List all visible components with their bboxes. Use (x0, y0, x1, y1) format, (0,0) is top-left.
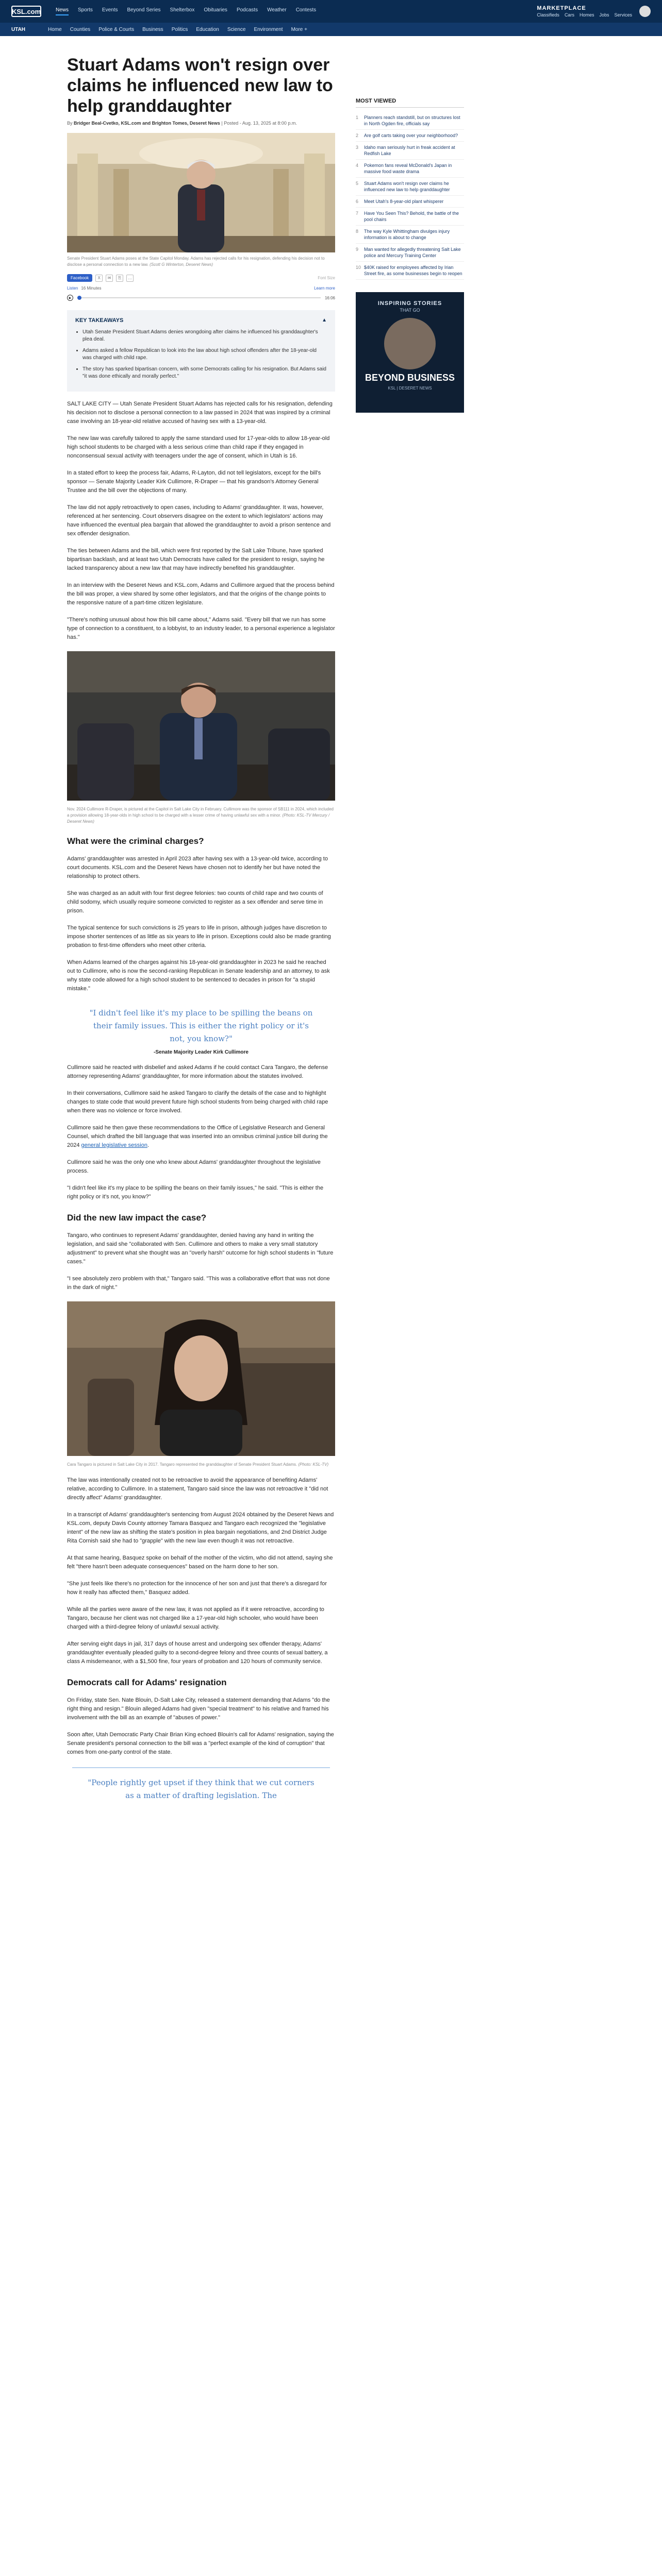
top-nav-links (56, 7, 316, 15)
body-paragraph: At that same hearing, Basquez spoke on behalf of the mother of the victim, who did not attend, saying she felt "there hasn't been adequate consequences" based on the harm done to her son. (67, 1555, 333, 1570)
tangaro-caption-credit: (Photo: KSL-TV) (298, 1462, 329, 1467)
body-paragraph: The typical sentence for such convictions is 25 years to life in prison, although judges have discretion to impose shorter sentences of as little as six years to life in prison. Exceptions could also be made granting probation to first-time offenders who meet other criteria. (67, 925, 331, 948)
most-viewed-item[interactable] (356, 208, 464, 226)
quote-divider (72, 1767, 330, 1768)
top-nav-bar (0, 0, 662, 23)
pull-quote-text: "I didn't feel like it's my place to be spilling the beans on their family issues. This is either the right policy or it's not, you know?" (89, 1008, 313, 1043)
section-nav-item[interactable]: More + (291, 26, 307, 32)
facebook-share-button[interactable]: Facebook (67, 274, 92, 282)
marketplace (537, 5, 632, 18)
share-toolbar (67, 274, 335, 282)
most-viewed-rank: 10 (356, 265, 361, 270)
tangaro-caption-text: Cara Tangaro is pictured in Salt Lake City in 2017. Tangaro represented the granddaughter of Senate President Stuart Adams. (67, 1462, 299, 1467)
body-paragraph: On Friday, state Sen. Nate Blouin, D-Salt Lake City, released a statement demanding that Adams "do the right thing and resign." Blouin alleged Adams had given "special treatment" to his relative and framed his involvement with the bill as an example of "abuses of power." (67, 1697, 330, 1721)
hero-caption-credit: (Scott G Winterton, Deseret News) (150, 262, 213, 267)
tangaro-caption (67, 1462, 335, 1468)
pull-quote (88, 1007, 315, 1055)
marketplace-links (537, 12, 632, 18)
most-viewed-item[interactable] (356, 160, 464, 178)
learn-more-link[interactable]: Learn more (314, 286, 335, 291)
sidebar (356, 55, 464, 1802)
marketplace-title[interactable]: MARKETPLACE (537, 5, 586, 11)
most-viewed-link[interactable]: Planners reach standstill, but on structures lost in North Ogden fire, officials say (364, 115, 460, 126)
copy-link-icon[interactable]: ⎘ (116, 275, 123, 282)
byline-date: Posted - Aug. 13, 2025 at 8:00 p.m. (224, 121, 297, 126)
body-paragraph: After serving eight days in jail, 317 days of house arrest and undergoing sex offender therapy, Adams' granddaughter eventually pleaded guilty to a second-degree felony and three counts of sexual battery, a class A misdemeanor, with a $1,500 fine, four years of probation and 120 hours of community service. (67, 1641, 328, 1665)
most-viewed-rank: 7 (356, 211, 359, 216)
more-share-icon[interactable]: … (126, 275, 134, 282)
body-paragraph: When Adams learned of the charges against his 18-year-old granddaughter in 2023 he said he reached out to Cullimore, who is now the second-ranking Republican in Senate leadership and an attorney, to ask why state code allowed for a high school student to be sentenced to decades in prison for "a stupid mistake." (67, 959, 330, 992)
most-viewed-rank: 4 (356, 163, 359, 168)
ad-sponsor: KSL | DESERET NEWS (388, 386, 432, 391)
section-nav-item[interactable]: Police & Courts (98, 26, 135, 32)
most-viewed-rank: 2 (356, 133, 359, 138)
body-paragraph: Cullimore said he reacted with disbelief and asked Adams if he could contact Cara Tangaro, the defense attorney representing Adams' granddaughter, for more information about the statutes involved. (67, 1064, 328, 1079)
most-viewed-rank: 3 (356, 145, 359, 150)
takeaway-item: • The story has sparked bipartisan concern, with some Democrats calling for his resignation. But Adams said "it was done ethically and morally perfect." (82, 366, 327, 380)
section-heading: Democrats call for Adams' resignation (67, 1677, 227, 1687)
most-viewed-title: MOST VIEWED (356, 98, 464, 108)
marketplace-link[interactable]: Services (614, 12, 632, 18)
section-nav-item[interactable]: Education (196, 26, 219, 32)
top-nav-item[interactable]: Beyond Series (127, 7, 161, 13)
takeaway-item: • Adams asked a fellow Republican to look into the law about high school offenders after the 18-year-old was charged with child rape. (82, 347, 327, 362)
email-share-icon[interactable]: ✉ (106, 275, 113, 282)
body-paragraph: In an interview with the Deseret News and KSL.com, Adams and Cullimore argued that the process behind the bill was proper, a view shared by some other legislators, and that the origins of the change points to the responsive nature of a part-time citizen legislature. (67, 582, 335, 606)
body-paragraph: In a stated effort to keep the process fair, Adams, R-Layton, did not tell legislators, except for the bill's sponsor — Senate Majority Leader Kirk Cullimore, R-Draper — that his grandson's Attorney General Trustee and the bill over the objections of many. (67, 470, 321, 494)
page-wrap (0, 36, 662, 1802)
pull-quote-2-text: "People rightly get upset if they think that we cut corners as a matter of drafting legislation. The (88, 1778, 315, 1800)
article-main (67, 55, 335, 1802)
most-viewed-link[interactable]: Idaho man seriously hurt in freak accident at Redfish Lake (364, 145, 455, 156)
x-share-icon[interactable]: X (95, 275, 103, 282)
section-heading: What were the criminal charges? (67, 836, 204, 846)
most-viewed-item[interactable] (356, 112, 464, 130)
most-viewed-rank: 8 (356, 229, 359, 234)
most-viewed-link[interactable]: Man wanted for allegedly threatening Salt Lake police and Mercury Training Center (364, 247, 461, 258)
most-viewed-item[interactable] (356, 226, 464, 244)
body-paragraph: She was charged as an adult with four first degree felonies: two counts of child rape and two counts of child sodomy, which usually require someone convicted to register as a sex offender and serve time in prison. (67, 890, 323, 914)
body-paragraph: Soon after, Utah Democratic Party Chair Brian King echoed Blouin's call for Adams' resignation, saying the Senate president's personal connection to the bill was a "perfect example of the kind of corruption" that comes from one-party control of the state. (67, 1732, 334, 1755)
section-nav-bar (0, 23, 662, 36)
marketplace-link[interactable]: Cars (564, 12, 574, 18)
most-viewed-item[interactable] (356, 142, 464, 160)
section-nav-item[interactable]: Counties (70, 26, 91, 32)
section-nav-links (48, 27, 307, 32)
ad-portrait (384, 318, 436, 369)
font-size-control[interactable]: Font Size (318, 276, 335, 280)
most-viewed-link[interactable]: The way Kyle Whittingham divulges injury information is about to change (364, 229, 450, 240)
cullimore-caption-text: Nov. 2024 Cullimore R-Draper, is pictured at the Capitol in Salt Lake City in February. Cullimore was the sponsor of SB111 in 2024, which included a provision allowing 18-year-olds in high school to be charged with a lesser crime of having unlawful sex with a minor. (67, 807, 334, 818)
hero-caption (67, 256, 335, 268)
play-icon[interactable]: ▶ (67, 295, 73, 301)
most-viewed-link[interactable]: Have You Seen This? Behold, the battle of the pool chairs (364, 211, 459, 222)
audio-progress-knob[interactable] (77, 296, 81, 300)
most-viewed-rank: 6 (356, 199, 359, 204)
most-viewed-list (356, 112, 464, 280)
hero-caption-text: Senate President Stuart Adams poses at the State Capitol Monday. Adams has rejected calls for his resignation, defending his decision not to disclose a personal connection to a new law. (67, 256, 325, 267)
body-paragraph: "I didn't feel like it's my place to be spilling the beans on their family issues," he said. "This is either the right policy or it's not, you know?" (67, 1185, 324, 1200)
marketplace-link[interactable]: Classifieds (537, 12, 559, 18)
byline-authors[interactable]: Bridger Beal-Cvetko, KSL.com and Brighton Tomes, Deseret News (74, 121, 220, 126)
top-nav-item[interactable]: Obituaries (204, 7, 227, 13)
most-viewed-link[interactable]: Are golf carts taking over your neighborhood? (364, 133, 458, 138)
top-nav-item[interactable]: Events (102, 7, 118, 13)
body-paragraph: Cullimore said he then gave these recommendations to the Office of Legislative Research and General Counsel, which drafted the bill language that was inserted into an omnibus criminal justice bill during the 2024 general legislative session. (67, 1125, 328, 1148)
pull-quote-attribution: -Senate Majority Leader Kirk Cullimore (154, 1049, 249, 1055)
article-title: Stuart Adams won't resign over claims he influenced new law to help granddaughter (67, 55, 333, 116)
section-heading: Did the new law impact the case? (67, 1213, 207, 1223)
audio-time: 16:06 (324, 295, 335, 300)
most-viewed-link[interactable]: $40K raised for employees affected by Irian Street fire, as some businesses begin to reopen (364, 265, 462, 276)
most-viewed-item[interactable] (356, 244, 464, 262)
user-avatar-icon[interactable] (639, 6, 651, 17)
body-paragraph: In their conversations, Cullimore said he asked Tangaro to clarify the details of the case and to highlight changes to state code that would prevent future high school students from being charged with child rape when there was no violence or force involved. (67, 1090, 328, 1114)
top-nav-item[interactable]: News (56, 7, 69, 15)
byline-prefix: By (67, 121, 73, 126)
pull-quote-2 (88, 1776, 315, 1802)
hero-photo-image (67, 133, 335, 252)
cullimore-photo-image (67, 651, 335, 801)
most-viewed-link[interactable]: Stuart Adams won't resign over claims he influenced new law to help granddaughter (364, 181, 450, 192)
tangaro-photo-image (67, 1301, 335, 1456)
collapse-chevron-icon[interactable]: ▲ (322, 317, 327, 323)
key-takeaways-heading: KEY TAKEAWAYS (75, 317, 124, 324)
top-nav-item[interactable]: Sports (78, 7, 93, 13)
takeaway-item: • Utah Senate President Stuart Adams denies wrongdoing after claims he influenced his granddaughter's plea deal. (82, 329, 327, 343)
body-paragraph-text: Cullimore said he then gave these recommendations to the Office of Legislative Research and General Counsel, which drafted the bill language that was inserted into an omnibus criminal justice bill during the 2024 (67, 1125, 328, 1148)
beyond-business-ad[interactable] (356, 292, 464, 413)
most-viewed-item[interactable] (356, 262, 464, 280)
listen-duration: 16 Minutes (81, 286, 102, 291)
body-paragraph: The new law was carefully tailored to apply the same standard used for 17-year-olds to allow 18-year-old high school students to be charged with a less serious crime than child rape if they engaged in nonconsensual sexual activity with teenagers under the age of consent, which in Utah is 16. (67, 435, 330, 459)
body-paragraph: In a transcript of Adams' granddaughter's sentencing from August 2024 obtained by the Deseret News and KSL.com, deputy Davis County attorney Tamara Basquez and Tangaro each recognized the "legislative intent" of the new law as shifting the state's position in plea bargain negotiations, and 2nd District Judge Rita Cornish said she had to "grapple" with the new law even though it was not retroactive. (67, 1512, 334, 1544)
hero-photo (67, 133, 335, 252)
most-viewed-item[interactable] (356, 130, 464, 142)
cullimore-photo (67, 651, 335, 803)
region-label[interactable]: UTAH (11, 26, 26, 32)
marketplace-link[interactable]: Homes (579, 12, 594, 18)
body-paragraph: The ties between Adams and the bill, which were first reported by the Salt Lake Tribune, have sparked bipartisan backlash, and at least two Utah Democrats have called for the president to resign, saying he lacked transparency about a new law that may have indirectly benefited his granddaughter. (67, 548, 325, 571)
body-paragraph: Cullimore said he was the only one who knew about Adams' granddaughter throughout the legislative process. (67, 1159, 321, 1174)
byline: By Bridger Beal-Cvetko, KSL.com and Brighton Tomes, Deseret News | Posted - Aug. 13, 2025 at 8:00 p.m. (67, 121, 297, 126)
top-nav-item[interactable]: Contests (295, 7, 317, 13)
top-nav-item[interactable]: Shelterbox (170, 7, 195, 13)
listen-label[interactable]: Listen (67, 286, 78, 291)
most-viewed-item[interactable] (356, 178, 464, 196)
most-viewed-link[interactable]: Meet Utah's 8-year-old plant whisperer (364, 199, 444, 204)
tangaro-photo (67, 1301, 335, 1459)
cullimore-caption (67, 806, 335, 825)
session-link[interactable]: general legislative session (81, 1142, 147, 1148)
body-paragraph: The law was intentionally created not to be retroactive to avoid the appearance of benefiting Adams' relative, according to Cullimore. In a statement, Tangaro said since the law was not retroactive it "did not directly affect" Adams' granddaughter. (67, 1477, 328, 1501)
audio-player (67, 286, 335, 301)
body-paragraph: SALT LAKE CITY — Utah Senate President Stuart Adams has rejected calls for his resignation, defending his decision not to disclose a personal connection to a law passed in 2024 that was inspired by a criminal case involving an 18-year-old relative accused of having sex with a 13-year-old. (67, 401, 333, 425)
most-viewed-rank: 5 (356, 181, 359, 186)
ksl-logo[interactable]: KSL.com (11, 6, 41, 17)
top-nav-item[interactable]: Podcasts (236, 7, 258, 13)
body-paragraph: "She just feels like there's no protection for the innocence of her son and just that there's a disregard for how it really has affected them," Basquez added. (67, 1581, 327, 1596)
body-paragraph: The law did not apply retroactively to open cases, including to Adams' granddaughter. It was, however, referenced at her sentencing. Court observers disagree on the extent to which legislators' actions may have influenced the eventual plea bargain that allowed the granddaughter to avoid a prison sentence and sex offender designation. (67, 504, 331, 537)
most-viewed-item[interactable] (356, 196, 464, 208)
most-viewed-rank: 9 (356, 247, 359, 252)
key-takeaways-box (67, 310, 335, 392)
body-paragraph: While all the parties were aware of the new law, it was not applied as if it were retroactive, according to Tangaro, because her client was not charged like a 17-year-old high schooler, who would have been charged with a third-degree felony of unlawful sexual activity. (67, 1606, 324, 1630)
cullimore-caption-credit: (Photo: KSL-TV Mercury / Deseret News) (67, 813, 330, 824)
article-body (67, 400, 335, 1802)
section-nav-item[interactable]: Home (48, 26, 62, 32)
body-paragraph: Adams' granddaughter was arrested in April 2023 after having sex with a 13-year-old twice, according to court documents. KSL.com and the Deseret News have chosen not to identify her but have noted the relationship to protect others. (67, 856, 328, 879)
section-nav-item[interactable]: Science (227, 26, 246, 32)
ad-headline: INSPIRING STORIES (377, 300, 442, 307)
most-viewed-rank: 1 (356, 115, 359, 120)
section-nav-item[interactable]: Politics (171, 26, 188, 32)
body-paragraph: Tangaro, who continues to represent Adams' granddaughter, denied having any hand in writing the legislation, and said she "collaborated with Sen. Cullimore and others to make a very small statutory adjustment" to prevent what she thought was an "overly harsh" outcome for high school students in "future cases." (67, 1232, 334, 1265)
section-nav-item[interactable]: Environment (254, 26, 283, 32)
section-nav-item[interactable]: Business (142, 26, 163, 32)
key-takeaways-list (75, 329, 327, 380)
body-paragraph: "I see absolutely zero problem with that," Tangaro said. "This was a collaborative effort that was not done in the dark of night." (67, 1276, 330, 1291)
body-paragraph: "There's nothing unusual about how this bill came about," Adams said. "Every bill that we run has some type of connection to a constituent, to a lobbyist, to an industry leader, to a personal experience a legislator has." (67, 617, 335, 640)
marketplace-link[interactable]: Jobs (599, 12, 609, 18)
ad-brand: BEYOND BUSINESS (365, 372, 455, 383)
most-viewed-link[interactable]: Pokemon fans reveal McDonald's Japan in massive food waste drama (364, 163, 452, 174)
top-nav-item[interactable]: Weather (267, 7, 287, 13)
ad-subheadline: THAT GO (400, 308, 420, 313)
audio-progress-track[interactable] (77, 297, 321, 298)
